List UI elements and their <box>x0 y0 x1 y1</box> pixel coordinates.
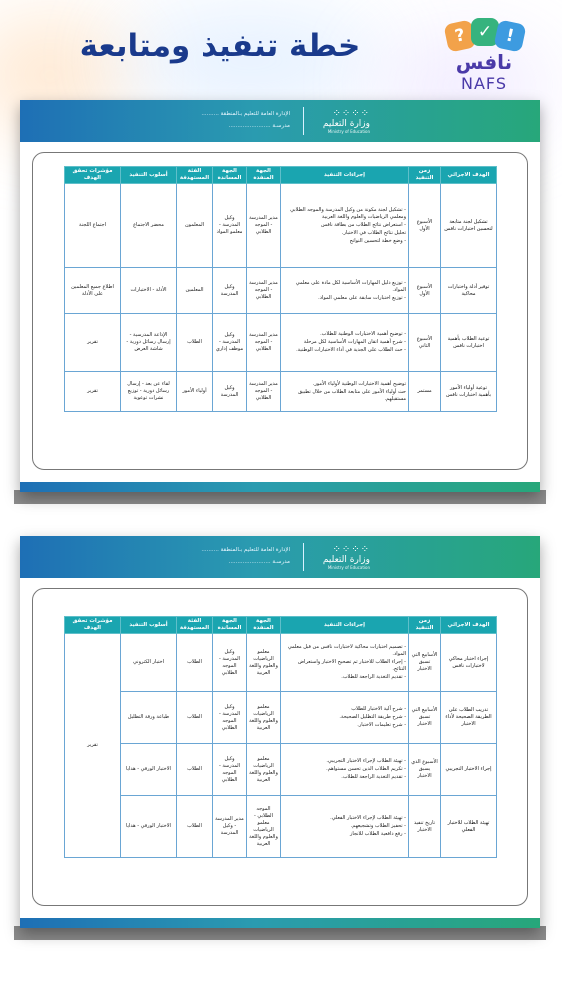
table-row <box>65 184 497 268</box>
plan-sheet-1 <box>20 100 540 492</box>
target-cell: الطلاب <box>177 744 213 796</box>
time-cell: الأسبوع الذي يسبق الاختبار <box>409 744 441 796</box>
indicator-cell: اجتماع اللجنة <box>65 184 121 268</box>
department-line: الإدارة العامة للتعليم بـالمنطقة .......... <box>201 547 290 553</box>
table-row <box>65 692 497 744</box>
plan-table-2 <box>64 616 497 858</box>
table-header-row <box>65 167 497 184</box>
time-cell: الأسبوع الأول <box>409 184 441 268</box>
column-header: الفئة المستهدفة <box>177 167 213 184</box>
procedure-item: - توزيع دليل المهارات الأساسية لكل مادة على معلمي المواد. <box>295 279 406 293</box>
sheet-shadow <box>14 490 546 504</box>
table-row <box>65 796 497 858</box>
procedure-item: - تهيئة الطلاب لإجراء الاختبار الفعلي. <box>330 815 406 821</box>
support-cell: وكيل المدرسة - معلمو المواد <box>213 184 247 268</box>
procedure-item: توضيح أهمية الاختبارات الوطنية لأولياء الأمور. <box>312 380 406 387</box>
target-cell: الطلاب <box>177 314 213 372</box>
time-cell: الأسابيع التي تسبق الاختبار <box>409 634 441 692</box>
support-cell: وكيل المدرسة - موظف إداري <box>213 314 247 372</box>
target-cell: الطلاب <box>177 796 213 858</box>
sheet-shadow <box>14 926 546 940</box>
indicator-cell: تقرير <box>65 372 121 412</box>
procedure-item: - تهيئة الطلاب لإجراء الاختبار التجريبي. <box>326 758 406 764</box>
support-cell: وكيل المدرسة - الموجه الطلابي <box>213 634 247 692</box>
support-cell: وكيل المدرسة - الموجه الطلابي <box>213 692 247 744</box>
method-cell: الاختبار الورقي - هدايا <box>121 796 177 858</box>
goal-cell: تشكيل لجنة متابعة لتحسين اختبارات نافس <box>441 184 497 268</box>
procedures-cell <box>281 692 409 744</box>
procedures-cell <box>281 634 409 692</box>
logo-badges <box>442 14 526 54</box>
target-cell: أولياء الأمور <box>177 372 213 412</box>
time-cell: الأسبوع الأول <box>409 268 441 314</box>
executor-cell: الموجه الطلابي - معلمو الرياضيات والعلوم واللغة العربية <box>247 796 281 858</box>
executor-cell: معلمو الرياضيات والعلوم واللغة العربية <box>247 634 281 692</box>
procedure-item: - تقديم التغذية الراجعة للطلاب. <box>341 674 406 680</box>
column-header: الجهة المنفذة <box>247 167 281 184</box>
procedure-item: - توضيح أهمية الاختبارات الوطنية للطلاب. <box>320 331 406 337</box>
support-cell: وكيل المدرسة - الموجه الطلابي <box>213 744 247 796</box>
executor-cell: مدير المدرسة - الموجه الطلابي <box>247 314 281 372</box>
ministry-emblem-icon: ⁘⁘⁘⁘ <box>332 108 370 119</box>
procedure-item: - شرح آلية الاختبار للطلاب <box>351 706 406 712</box>
ministry-logo <box>323 544 370 570</box>
procedure-item: - شرح أهمية اتقان المهارات الأساسية لكل مرحلة <box>303 339 406 345</box>
procedure-item: تحليل نتائج الطلاب في الاختبار. <box>341 229 406 236</box>
table-row <box>65 372 497 412</box>
method-cell: الأدلة - الاختبارات <box>121 268 177 314</box>
method-cell: الإذاعة المدرسية - إرسال رسائل دورية - شاشة العرض <box>121 314 177 372</box>
column-header: أسلوب التنفيذ <box>121 167 177 184</box>
table-row <box>65 634 497 692</box>
goal-cell: إجراء اختبار محاكي لاختبارات نافس <box>441 634 497 692</box>
procedures-cell <box>281 184 409 268</box>
logo-name-ar: نافس <box>455 50 513 74</box>
column-header: الهدف الاجرائي <box>441 617 497 634</box>
indicator-cell: تقرير <box>65 634 121 858</box>
check-badge-icon: ✓ <box>471 18 499 46</box>
header-divider <box>303 543 304 571</box>
procedure-item: - وضع خطة لتحسين النواتج <box>349 237 406 244</box>
ministry-name-ar: وزارة التعليم <box>322 119 370 129</box>
goal-cell: توعية الطلاب بأهمية اختبارات نافس <box>441 314 497 372</box>
column-header: الجهة المساندة <box>213 167 247 184</box>
column-header: الهدف الاجرائي <box>441 167 497 184</box>
column-header: أسلوب التنفيذ <box>121 617 177 634</box>
support-cell: مدير المدرسة - وكيل المدرسة <box>213 796 247 858</box>
executor-cell: معلمو الرياضيات والعلوم واللغة العربية <box>247 692 281 744</box>
goal-cell: توعية أولياء الأمور بأهمية اختبارات نافس <box>441 372 497 412</box>
time-cell: الأسابيع التي تسبق الاختبار <box>409 692 441 744</box>
goal-cell: تهيئة الطلاب للاختبار الفعلي <box>441 796 497 858</box>
procedures-cell <box>281 744 409 796</box>
plan-sheet-2 <box>20 536 540 928</box>
table-row <box>65 268 497 314</box>
procedures-cell <box>281 314 409 372</box>
method-cell: الاختبار الورقي - هدايا <box>121 744 177 796</box>
target-cell: الطلاب <box>177 692 213 744</box>
header-divider <box>303 107 304 135</box>
ministry-name-en: Ministry of Education <box>327 129 370 134</box>
method-cell: طباعة ورقة التظليل <box>121 692 177 744</box>
procedure-item: - حث الطلاب على الجدية في أداء الاختبارات الوطنية. <box>296 347 406 353</box>
target-cell: الطلاب <box>177 634 213 692</box>
goal-cell: توفير أدلة واختبارات محاكية <box>441 268 497 314</box>
plan-table-1 <box>64 166 497 412</box>
method-cell: اختبار الكتروني <box>121 634 177 692</box>
support-cell: وكيل المدرسة <box>213 268 247 314</box>
procedure-item: - تكريم الطلاب الذين تحسن مستواهم. <box>326 766 406 772</box>
column-header: زمن التنفيذ <box>409 167 441 184</box>
procedures-cell <box>281 796 409 858</box>
sheet-header <box>20 536 540 578</box>
procedure-item: - تصميم اختبارات محاكية لاختبارات نافس من قبل معلمي المواد. <box>287 644 406 657</box>
department-lines <box>201 544 290 568</box>
procedures-cell <box>281 268 409 314</box>
column-header: الفئة المستهدفة <box>177 617 213 634</box>
indicator-cell: تقرير <box>65 314 121 372</box>
method-cell: محضر الاجتماع <box>121 184 177 268</box>
ministry-name-en: Ministry of Education <box>327 565 370 570</box>
procedure-item: - رفع دافعية الطلاب للانجاز <box>349 831 406 837</box>
goal-cell: إجراء الاختبار التجريبي <box>441 744 497 796</box>
procedures-cell <box>281 372 409 412</box>
logo-name-en: NAFS <box>461 74 507 93</box>
column-header: مؤشرات تحقق الهدف <box>65 167 121 184</box>
executor-cell: معلمو الرياضيات والعلوم واللغة العربية <box>247 744 281 796</box>
support-cell: وكيل المدرسة <box>213 372 247 412</box>
procedure-item: - استعراض نتائج الطلاب من بطاقة نافس <box>320 221 406 228</box>
column-header: إجراءات التنفيذ <box>281 167 409 184</box>
school-line: مدرسـة ........................ <box>228 559 290 565</box>
goal-cell: تدريب الطلاب على الطريقة الصحيحة لأداء الاختبار <box>441 692 497 744</box>
column-header: مؤشرات تحقق الهدف <box>65 617 121 634</box>
procedure-item: حث أولياء الأمور على متابعة الطلاب من خلال تطبيق مستقبلهم. <box>298 388 406 402</box>
ministry-emblem-icon: ⁘⁘⁘⁘ <box>332 544 370 555</box>
procedure-item: - إجراء الطلاب للاختبار ثم تصحيح الاختبار واستعراض النتائج. <box>298 659 406 672</box>
procedure-item: - توزيع اختبارات سابقة على معلمي المواد. <box>318 294 406 301</box>
target-cell: المعلمين <box>177 268 213 314</box>
procedure-item: - تقديم التغذية الراجعة للطلاب. <box>341 774 406 780</box>
column-header: إجراءات التنفيذ <box>281 617 409 634</box>
table-header-row <box>65 617 497 634</box>
ministry-name-ar: وزارة التعليم <box>322 555 370 565</box>
exclamation-badge-icon: ! <box>493 19 526 52</box>
time-cell: الأسبوع الثاني <box>409 314 441 372</box>
department-line: الإدارة العامة للتعليم بـالمنطقة .......... <box>201 111 290 117</box>
method-cell: لقاء عن بعد - إرسال رسائل دورية - توزيع نشرات توعوية <box>121 372 177 412</box>
indicator-cell: اطلاع جميع المعلمين على الأدلة <box>65 268 121 314</box>
procedure-item: - تشكيل لجنة مكونة من وكيل المدرسة والموجه الطلابي ومعلمي الرياضيات والعلوم واللغة العربية <box>290 206 406 220</box>
executor-cell: مدير المدرسة - الموجه الطلابي <box>247 184 281 268</box>
column-header: زمن التنفيذ <box>409 617 441 634</box>
question-badge-icon: ? <box>443 19 476 52</box>
executor-cell: مدير المدرسة - الموجه الطلابي <box>247 372 281 412</box>
time-cell: مستمر <box>409 372 441 412</box>
department-lines <box>201 108 290 132</box>
sheet-header <box>20 100 540 142</box>
school-line: مدرسـة ........................ <box>228 123 290 129</box>
nafs-logo <box>436 14 532 96</box>
column-header: الجهة المنفذة <box>247 617 281 634</box>
procedure-item: - تحفيز الطلاب وتشجيعهم. <box>350 823 406 829</box>
sheet-footer-bar <box>20 918 540 928</box>
time-cell: تاريخ تنفيذ الاختبار <box>409 796 441 858</box>
procedure-item: - شرح طريقة التظليل الصحيحة. <box>339 714 406 720</box>
executor-cell: مدير المدرسة - الموجه الطلابي <box>247 268 281 314</box>
column-header: الجهة المساندة <box>213 617 247 634</box>
sheet-footer-bar <box>20 482 540 492</box>
ministry-logo <box>323 108 370 134</box>
table-row <box>65 744 497 796</box>
table-row <box>65 314 497 372</box>
procedure-item: - شرح تعليمات الاختبار. <box>357 722 406 728</box>
page-title: خطة تنفيذ ومتابعة <box>79 28 361 64</box>
target-cell: المعلمون <box>177 184 213 268</box>
